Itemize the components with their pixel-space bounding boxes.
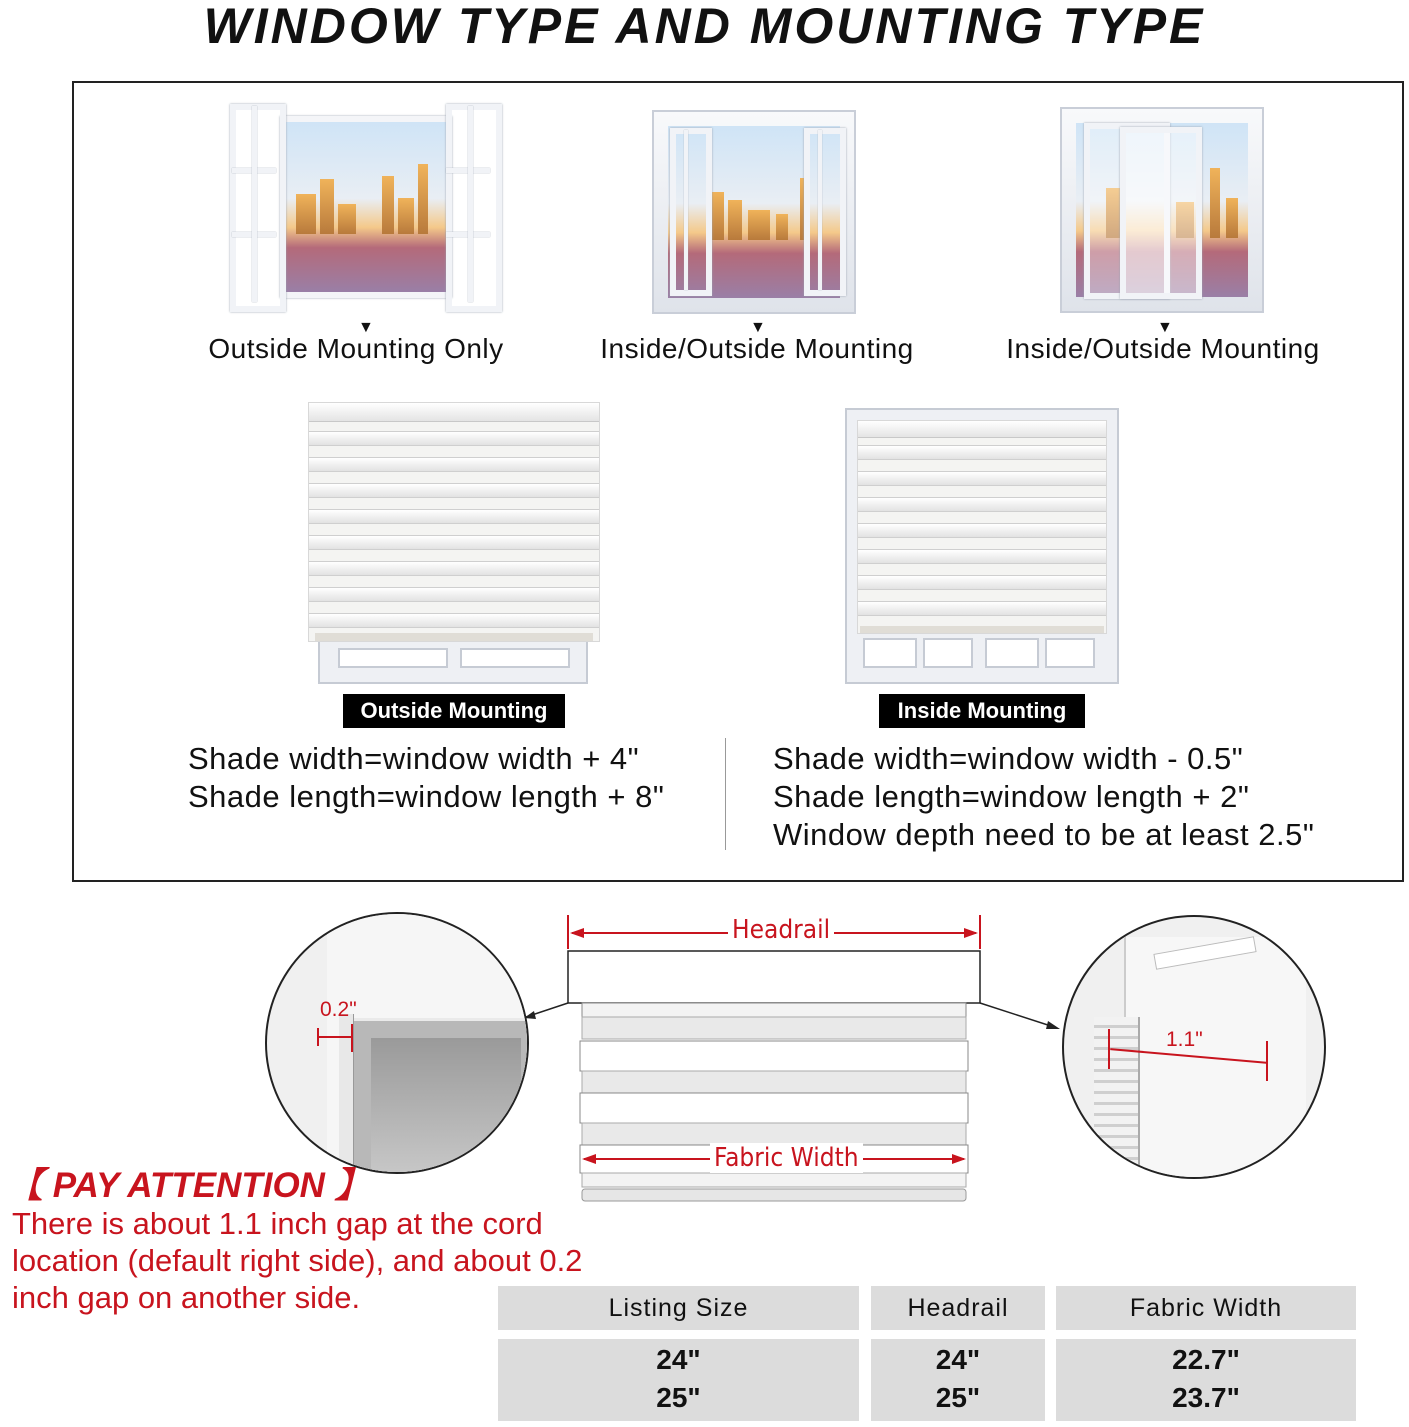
left-gap-label: 0.2" <box>320 998 357 1021</box>
table-header-headrail: Headrail <box>871 1286 1045 1330</box>
caption-arrow-3: ▼ <box>1157 319 1173 336</box>
outside-mount-illustration <box>308 402 600 684</box>
fabric-slat <box>580 1093 968 1123</box>
fabric-width-value: 23.7" <box>1172 1382 1240 1413</box>
headrail-label: Headrail <box>728 915 834 945</box>
fabric-slat <box>582 1003 966 1017</box>
table-cell-fabric <box>1056 1339 1356 1421</box>
table-cell-headrail <box>871 1339 1045 1421</box>
caption-arrow-2: ▼ <box>750 319 766 336</box>
attention-text: There is about 1.1 inch gap at the cord location (default right side), and about 0.2 inch gap on another side. <box>12 1206 583 1315</box>
pointer-right-head <box>1046 1021 1060 1029</box>
inside-spec-width: Shade width=window width - 0.5" <box>773 741 1244 776</box>
inside-spec-depth: Window depth need to be at least 2.5" <box>773 817 1315 852</box>
inside-spec <box>773 740 1383 854</box>
inside-mounting-tag: Inside Mounting <box>879 694 1085 728</box>
listing-size-value: 25" <box>656 1382 701 1413</box>
fabric-slat <box>582 1017 966 1039</box>
caption-arrow-1: ▼ <box>358 319 374 336</box>
outside-spec-length: Shade length=window length + 8" <box>188 779 665 814</box>
page-title: WINDOW TYPE AND MOUNTING TYPE <box>203 0 1206 54</box>
caption-window-2: Inside/Outside Mounting <box>600 333 914 364</box>
listing-size-value: 24" <box>656 1344 701 1375</box>
spec-divider <box>725 738 726 850</box>
attention-heading: 【 PAY ATTENTION 】 <box>8 1166 370 1205</box>
right-gap-label: 1.1" <box>1166 1028 1203 1051</box>
headrail-arrow-left <box>570 928 584 938</box>
pointer-right <box>980 1003 1054 1027</box>
fabric-width-label: Fabric Width <box>710 1143 863 1173</box>
caption-window-3: Inside/Outside Mounting <box>1006 333 1320 364</box>
fabric-width-value: 22.7" <box>1172 1344 1240 1375</box>
fabric-slat <box>582 1173 966 1187</box>
table-cell-listing <box>498 1339 859 1421</box>
outside-mounting-tag: Outside Mounting <box>343 694 565 728</box>
outside-spec <box>188 740 718 816</box>
fabric-slat <box>580 1041 968 1071</box>
inside-spec-length: Shade length=window length + 2" <box>773 779 1250 814</box>
fabric-slat <box>582 1071 966 1093</box>
headrail-value: 24" <box>935 1344 981 1375</box>
window-photo-sliding <box>1060 107 1264 313</box>
bottom-rail <box>582 1189 966 1201</box>
table-header-fabric-width: Fabric Width <box>1056 1286 1356 1330</box>
outside-spec-width: Shade width=window width + 4" <box>188 741 640 776</box>
window-photo-recessed <box>652 110 856 314</box>
fabric-slat <box>582 1123 966 1145</box>
table-header-listing-size: Listing Size <box>498 1286 859 1330</box>
window-photo-casement <box>228 102 504 312</box>
caption-window-1: Outside Mounting Only <box>208 333 504 364</box>
inside-mount-illustration <box>845 408 1119 684</box>
headrail-value: 25" <box>935 1382 981 1413</box>
left-gap-detail <box>265 912 529 1174</box>
headrail-bar <box>568 951 980 1003</box>
headrail-arrow-right <box>964 928 978 938</box>
